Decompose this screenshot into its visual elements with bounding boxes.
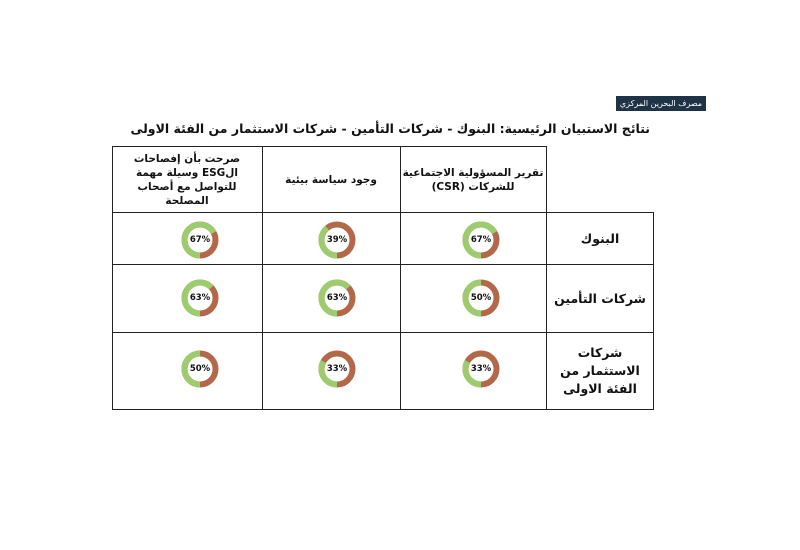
donut-label-r2-c0: 33% <box>470 364 492 374</box>
row-header-banks: البنوك <box>580 230 620 246</box>
column-header-esg-disclosure: صرحت بأن إفصاحات الESG وسيلة مهمة للتواصل مع أصحاب المصلحة <box>133 152 241 207</box>
donut-label-r0-c0: 67% <box>470 235 492 245</box>
donut-label-r1-c2: 63% <box>189 293 211 303</box>
donut-label-r1-c0: 50% <box>470 293 492 303</box>
central-bank-badge: مصرف البحرين المركزي <box>616 96 706 111</box>
donut-label-r2-c1: 33% <box>326 364 348 374</box>
donut-label-r2-c2: 50% <box>189 364 211 374</box>
column-header-environmental-policy: وجود سياسة بيئية <box>285 173 377 186</box>
row-header-insurance: شركات التأمين <box>554 290 646 306</box>
page-title: نتائج الاستبيان الرئيسية: البنوك - شركات التأمين - شركات الاستثمار من الفئة الاولى <box>130 121 650 136</box>
column-header-csr: تقرير المسؤولية الاجتماعية للشركات (CSR) <box>402 166 544 193</box>
donut-label-r0-c1: 39% <box>326 235 348 245</box>
donut-label-r0-c2: 67% <box>189 235 211 245</box>
row-header-investment-firms: شركات الاستثمار من الفئة الاولى <box>560 345 640 396</box>
donut-label-r1-c1: 63% <box>326 293 348 303</box>
